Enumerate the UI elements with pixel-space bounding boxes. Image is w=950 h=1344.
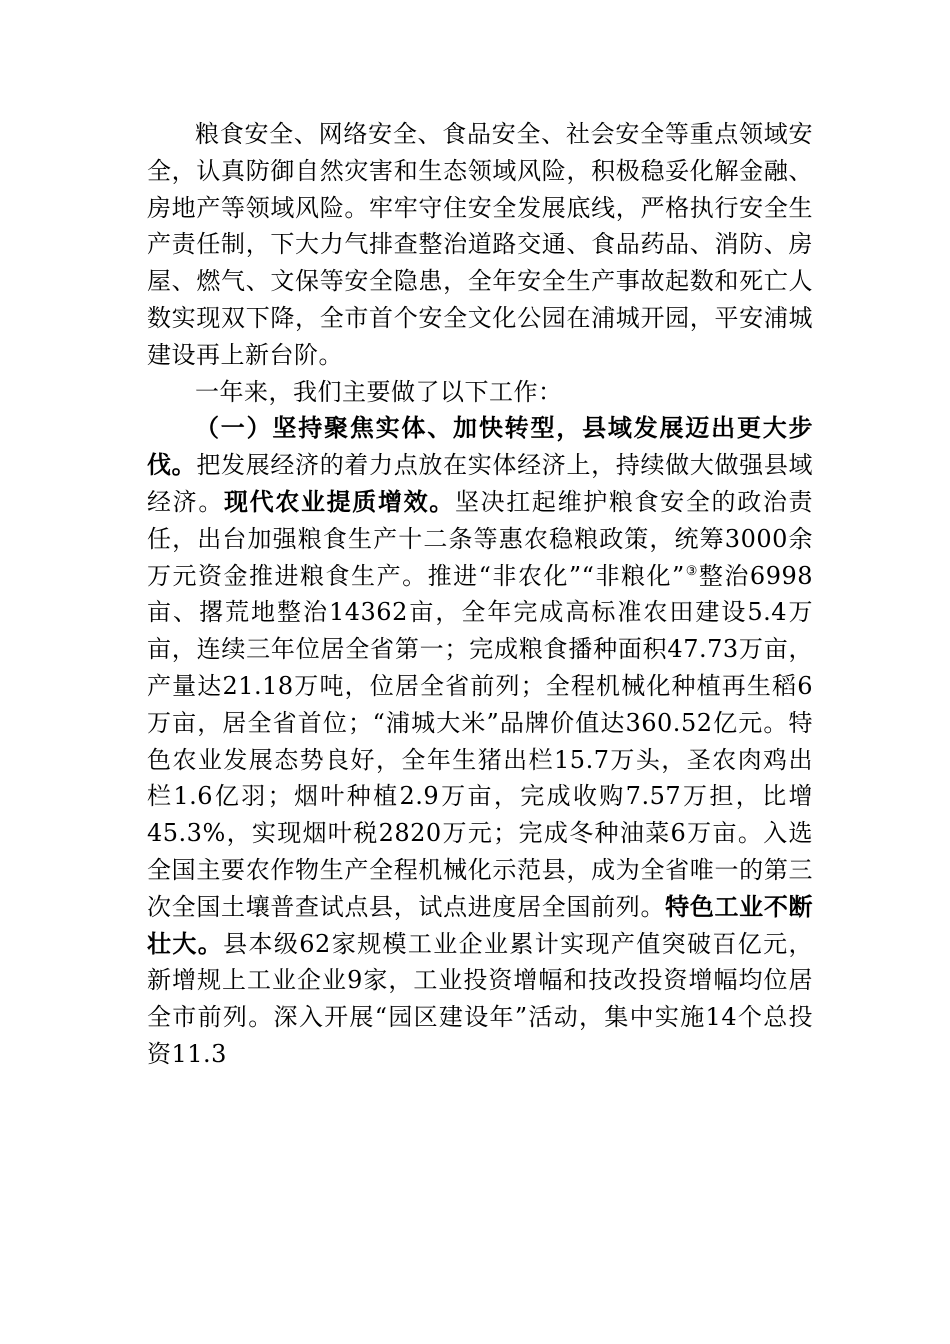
agriculture-text-continued: 整治6998亩、撂荒地整治14362亩，全年完成高标准农田建设5.4万亩，连续三年位居全省第一；完成粮食播种面积47.73万亩，产量达21.18万吨，位居全省前列；全程机械化种植再生稻6万亩，居全省首位；“浦城大米”品牌价值达360.52亿元。特色农业发展态势良好，全年生猪出栏15.7万头，圣农肉鸡出栏1.6亿羽；烟叶种植2.9万亩，完成收购7.57万担，比增45.3%，实现烟叶税2820万元；完成冬种油菜6万亩。入选全国主要农作物生产全程机械化示范县，成为全省唯一的第三次全国土壤普查试点县，试点进度居全国前列。 (147, 561, 813, 921)
paragraph-intro (147, 374, 813, 411)
agriculture-text: 坚决扛起维护粮食安全的政治责任，出台加强粮食生产十二条等惠农稳粮政策，统筹3000余万元资金推进粮食生产。推进“非农化”“非粮化” (147, 487, 814, 590)
paragraph-section-one (147, 410, 813, 1072)
footnote-marker: ③ (684, 563, 699, 579)
paragraph-safety-text: 粮食安全、网络安全、食品安全、社会安全等重点领域安全，认真防御自然灾害和生态领域风险，积极稳妥化解金融、房地产等领域风险。牢牢守住安全发展底线，严格执行安全生产责任制，下大力气排查整治道路交通、食品药品、消防、房屋、燃气、文保等安全隐患，全年安全生产事故起数和死亡人数实现双下降，全市首个安全文化公园在浦城开园，平安浦城建设再上新台阶。 (147, 120, 813, 369)
subheading-industry: 特色工业不断壮大。 (147, 891, 814, 958)
industry-text: 县本级62家规模工业企业累计实现产值突破百亿元，新增规上工业企业9家，工业投资增幅和技改投资增幅均位居全市前列。深入开展“园区建设年”活动，集中实施14个总投资11.3 (147, 929, 813, 1068)
section-heading: （一）坚持聚焦实体、加快转型，县域发展迈出更大步伐。 (147, 413, 813, 480)
subheading-agriculture: 现代农业提质增效。 (223, 486, 455, 516)
paragraph-intro-text: 一年来，我们主要做了以下工作： (195, 377, 563, 406)
document-body (147, 116, 813, 1073)
section-intro-text: 把发展经济的着力点放在实体经济上，持续做大做强县域经济。 (147, 451, 814, 516)
paragraph-safety (147, 116, 813, 374)
